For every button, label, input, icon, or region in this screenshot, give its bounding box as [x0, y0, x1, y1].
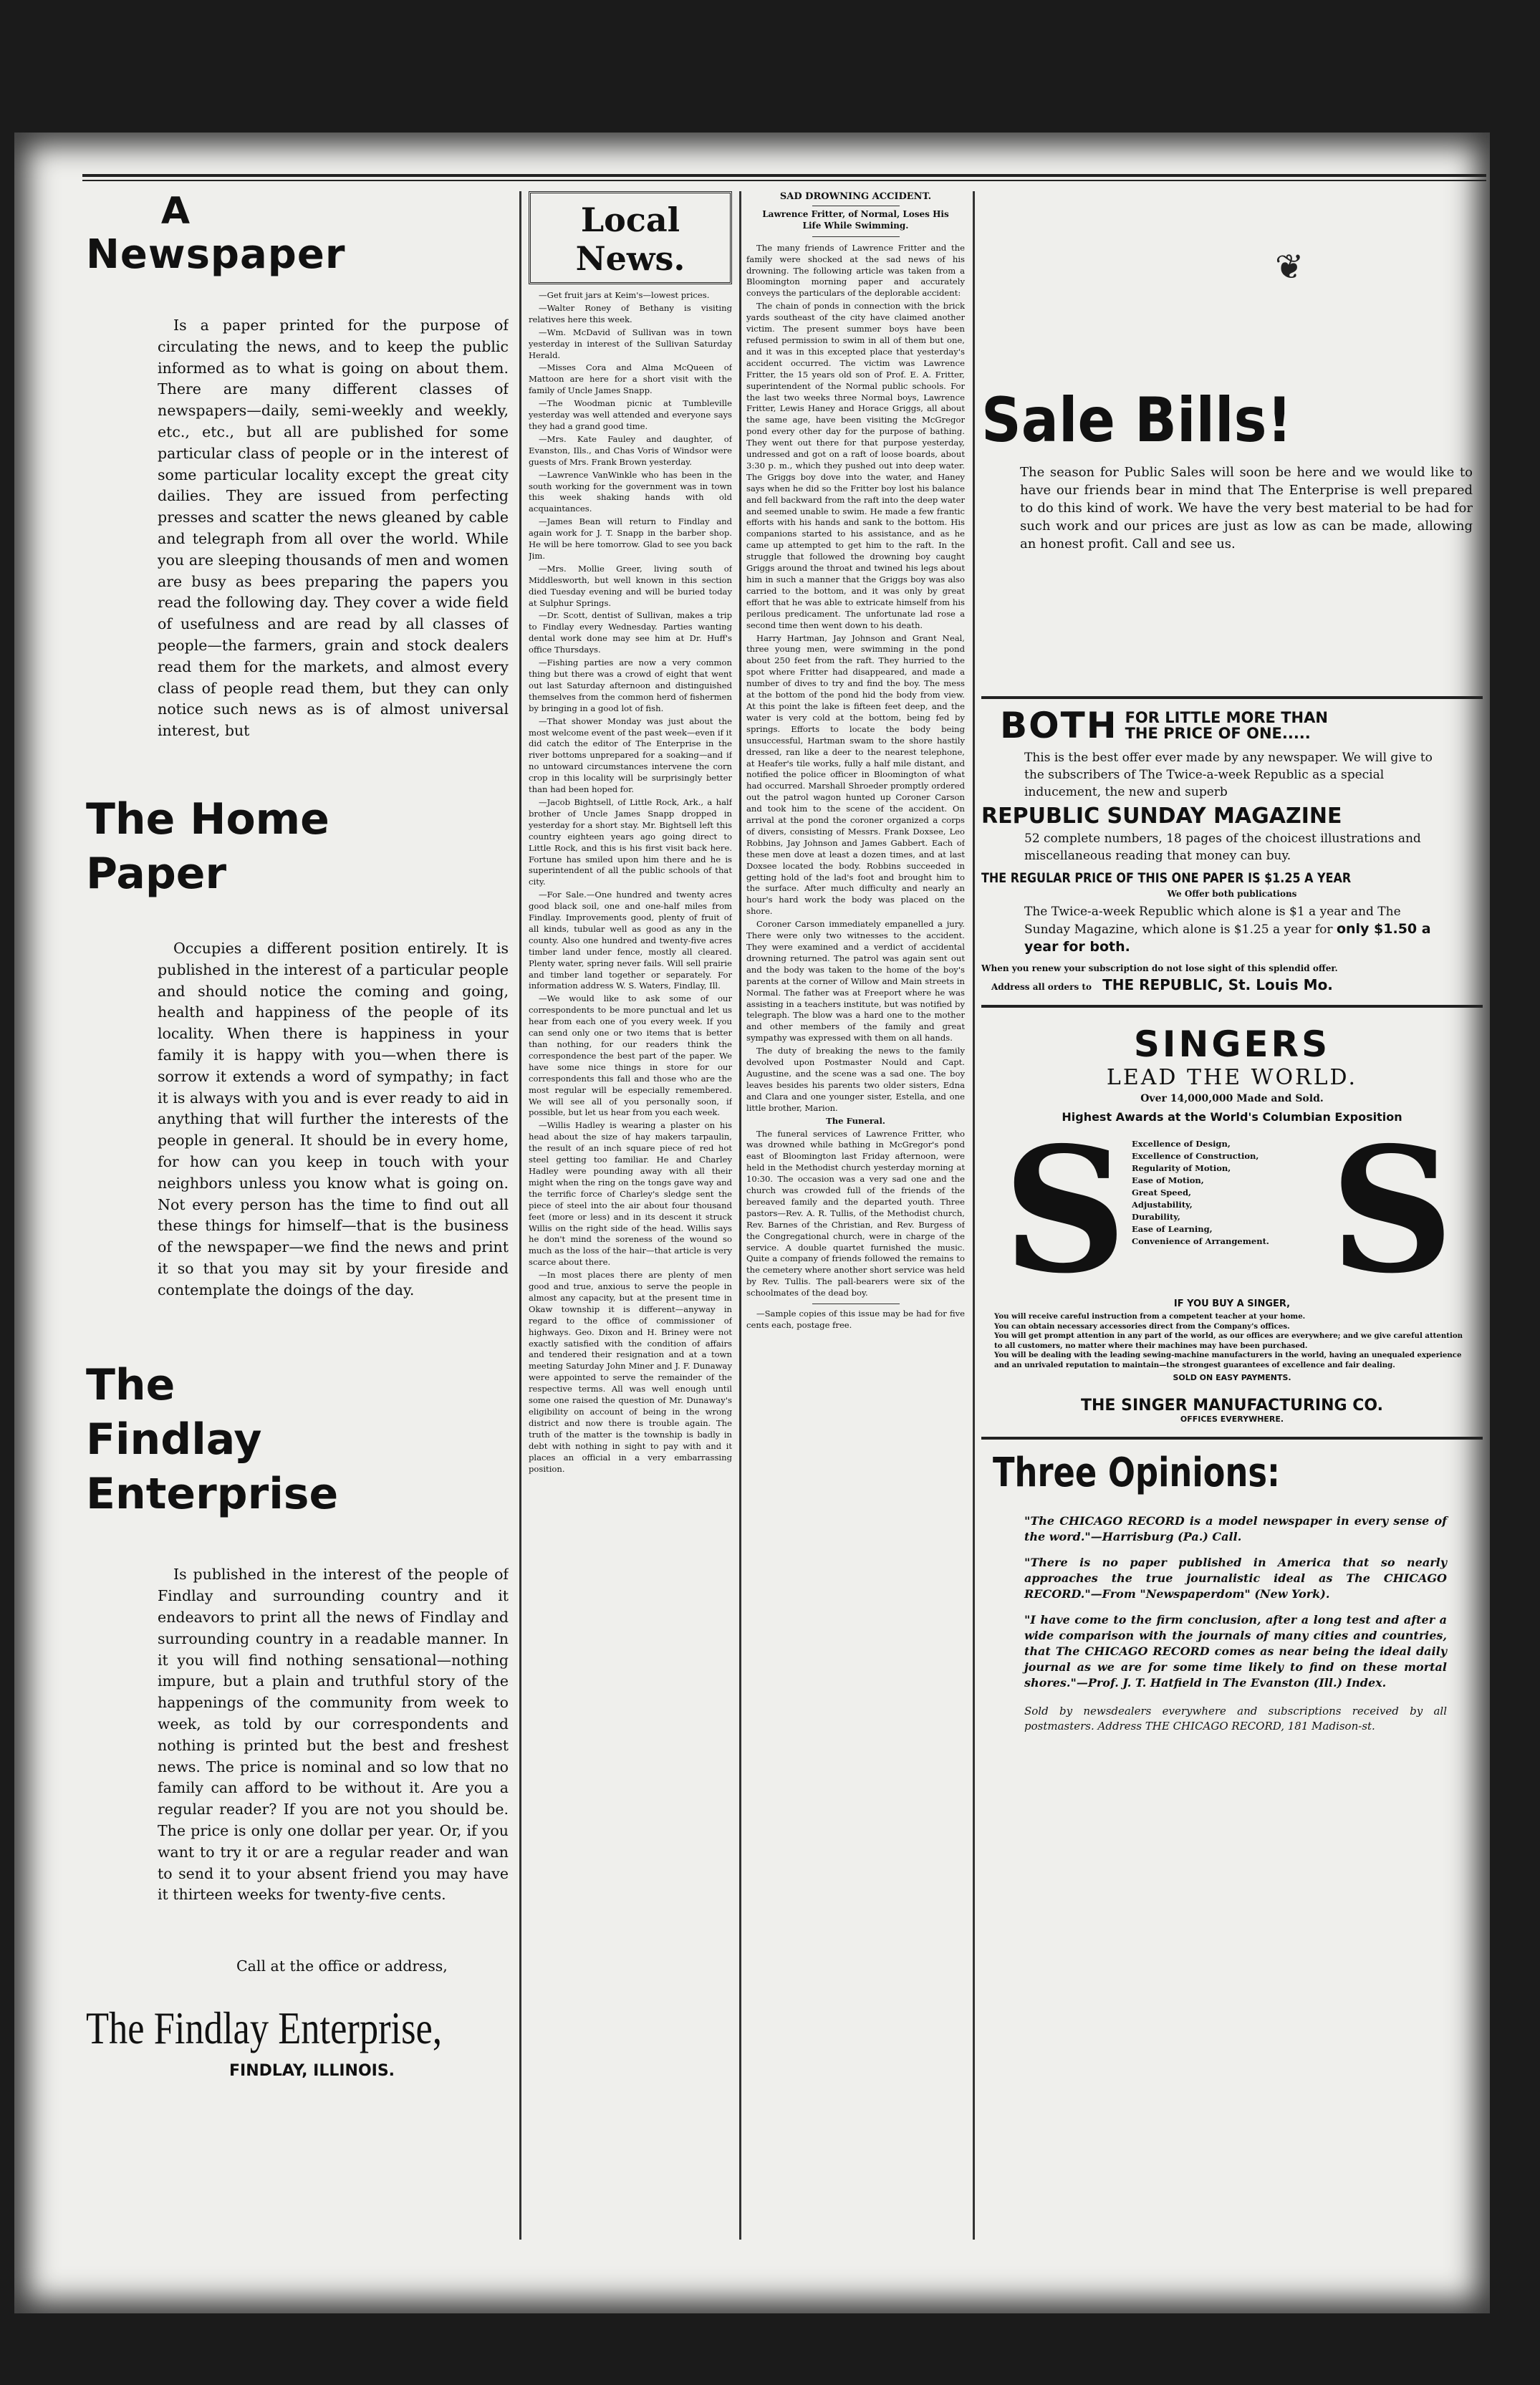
- local-news-item: —Walter Roney of Bethany is visiting relatives here this week.: [529, 302, 732, 324]
- highest-awards: Highest Awards at the World's Columbian Exposition: [1062, 1110, 1402, 1124]
- fe-heading: The Findlay Enterprise: [86, 1360, 339, 1520]
- singer-line: You can obtain necessary accessories direct from the Company's offices.: [994, 1321, 1290, 1331]
- article-paragraph: The duty of breaking the news to the family devolved upon Postmaster Nould and Capt. Augustine, and the scene was a sad one. The boy leaves besides his parents two older sisters, Edna and Clara and one younger sister, Estella, and one little brother, Marion.: [746, 1046, 965, 1113]
- call-text: Call at the office or address,: [236, 1957, 448, 1975]
- divider: [812, 236, 900, 237]
- local-news-item: —Mrs. Kate Fauley and daughter, of Evanston, Ills., and Chas Voris of Windsor were guests of Mrs. Frank Brown yesterday.: [529, 433, 732, 467]
- column-rule: [739, 191, 741, 2240]
- local-news-item: —The Woodman picnic at Tumbleville yesterday was well attended and everyone says they had a grand good time.: [529, 398, 732, 431]
- award-item: Ease of Learning,: [1132, 1224, 1213, 1234]
- rsm-text: 52 complete numbers, 18 pages of the choicest illustrations and miscellaneous reading that money can buy.: [1024, 832, 1421, 863]
- local-news-title: Local News.: [529, 191, 732, 284]
- ornament-icon: ❦: [1275, 247, 1304, 287]
- drowning-headline: SAD DROWNING ACCIDENT.: [779, 191, 932, 202]
- home-text: Occupies a different position entirely. It is published in the interest of a particular people and should notice the coming and going, health and happiness of the people of its locality. When there is happiness in your family it is happy with you—when there is sorrow it extends a word of sympathy; in fact it is always with you and is ever ready to aid in anything that will further the interests of the people in general. It should be in every home, for how can you keep in touch with your neighbors unless you know what is going on. Not every person has the time to find out all these things for himself—that is the business of the newspaper—we find the news and print it so that you may sit by your fireside and contemplate the doings of the day.: [158, 939, 509, 1298]
- singer-co: THE SINGER MANUFACTURING CO.: [1081, 1397, 1383, 1415]
- column-rule: [973, 191, 975, 2240]
- singer-lines: [994, 1312, 1468, 1370]
- newspaper-text: Is a paper printed for the purpose of circulating the news, and to keep the public informed as to what is going on about them. There are many different classes of newspapers—daily, semi-weekly and weekly, etc., etc., but all are published for some particular class of people or in the interest of some particular locality except the great city dailies. They are issued from perfecting presses and scatter the news gleaned by cable and telegraph from all over the world. While you are sleeping thousands of men and women are busy as bees preparing the papers you read the following day. They cover a wide field of usefulness and are read by all classes of people—the farmers, grain and stock dealers read them for the markets, and almost every class of people read them, but they can only notice such news as is of almost universal interest, but: [158, 317, 509, 740]
- singer-line: You will receive careful instruction from a competent teacher at your home.: [994, 1312, 1306, 1321]
- local-news-item: —Wm. McDavid of Sullivan was in town yesterday in interest of the Sullivan Saturday Herald.: [529, 327, 732, 360]
- local-news-item: —Fishing parties are now a very common thing but there was a crowd of eight that went out last Saturday afternoon and distinguished themselves from the common herd of fishermen by bringing in a good lot of fish.: [529, 657, 732, 713]
- address-line: Address all orders to THE REPUBLIC, St. Louis Mo.: [991, 976, 1333, 993]
- ad-rule: [981, 696, 1483, 699]
- singer-line: You will get prompt attention in any part of the world, as our offices are everywhere; and we give careful attention to all customers, no matter where their machines may have been purchased.: [994, 1331, 1463, 1350]
- ad-rule: [981, 1005, 1483, 1008]
- local-news-item: —In most places there are plenty of men good and true, anxious to serve the people in almost any capacity, but at the present time in Okaw township it is different—anyway in regard to the office of commissioner of highways. Geo. Dixon and H. Briney were not exactly satisfied with the condition of affairs and tendered their resignation and at a town meeting Saturday John Miner and J. F. Dunaway were appointed to serve the remainder of the respective terms. All was well enough until some one raised the question of Mr. Dunaway's eligibility on account of being in the wrong district and now there is trouble again. The truth of the matter is the township is badly in debt with nothing in sight to pay with and it places an official in a very embarrassing position.: [529, 1270, 732, 1474]
- local-news-item: —James Bean will return to Findlay and again work for J. T. Snapp in the barber shop. He will be here tomorrow. Glad to see you back Jim.: [529, 516, 732, 561]
- quote-3: "I have come to the firm conclusion, after a long test and after a wide comparison with the journals of many cities and countries, that The CHICAGO RECORD comes as near being the ideal daily journal as we are for some time likely to find on these mortal shores."—Prof. J. T. Hatfield in The Evanston (Ill.) Index.: [1024, 1613, 1447, 1690]
- funeral-head: The Funeral.: [826, 1115, 885, 1126]
- twice-text: The Twice-a-week Republic which alone is $1 a year and The Sunday Magazine, which alone is $1.25 a year for only $1.50 a year for both.: [1024, 905, 1431, 955]
- award-item: Excellence of Design,: [1132, 1139, 1231, 1149]
- drowning-subhead: Lawrence Fritter, of Normal, Loses His Life While Swimming.: [762, 208, 949, 231]
- column-rule: [519, 191, 521, 2240]
- local-news-item: —Misses Cora and Alma McQueen of Mattoon are here for a short visit with the family of Uncle James Snapp.: [529, 362, 732, 396]
- award-item: Great Speed,: [1132, 1187, 1191, 1198]
- local-news-item: —For Sale.—One hundred and twenty acres good black soil, one and one-half miles from Findlay. Improvements good, plenty of fruit of all kinds, tubular well as good as any in the county. Also one hundred and twenty-five acres timber land under fence, mostly all cleared. Plenty water, spring never fails. Will sell prairie and timber land together or separately. For information address W. S. Waters, Findlay, Ill.: [529, 890, 732, 991]
- offer-text: This is the best offer ever made by any newspaper. We will give to the subscribers of The Twice-a-week Republic as a special inducement, the new and superb: [1024, 751, 1433, 799]
- sold-by: Sold by newsdealers everywhere and subscriptions received by all postmasters. Address THE CHICAGO RECORD, 181 Madison-st.: [1024, 1705, 1447, 1733]
- fe-city: FINDLAY, ILLINOIS.: [229, 2062, 395, 2081]
- quote-2: "There is no paper published in America that so nearly approaches the true journalistic ideal as The CHICAGO RECORD."—From "Newspaperdom" (New York).: [1024, 1556, 1447, 1601]
- s-logo-left: S: [1003, 1109, 1127, 1311]
- drowning-article: [746, 243, 965, 1114]
- s-logo-right: S: [1329, 1109, 1454, 1311]
- article-paragraph: Harry Hartman, Jay Johnson and Grant Neal, three young men, were swimming in the pond about 250 feet from the raft. They hurried to the spot where Fritter had disappeared, and made a number of dives to try and find the boy. The mess at the bottom of the pond hid the body from view. At this point the lake is fifteen feet deep, and the water is very cold at the bottom, being fed by springs. Efforts to locate the body being unsuccessful, Hartman swam to the shore hastily dressed, ran like a deer to the nearest telephone, at Heafer's tile works, fully a half mile distant, and notified the police officer in Bloomington of what had occurred. Marshall Shroeder promptly ordered out the patrol wagon hunted up Coroner Carson and took him to the scene of the accident. On arrival at the pond the coroner organized a corps of divers, consisting of Messrs. Frank Doxsee, Leo Robbins, Jay Johnson and James Gabbert. Each of these men dove at least a dozen times, and at last Doxsee located the body. Robbins succeeded in getting hold of the lad's foot and brought him to the surface. After much difficulty and nearly an hour's hard work the body was placed on the shore.: [746, 632, 965, 917]
- sale-bills-text: The season for Public Sales will soon be here and we would like to have our friends bear in mind that The Enterprise is well prepared to do this kind of work. We have the very best material to be had for such work and our prices are just as low as can be made, allowing an honest profit. Call and see us.: [1020, 465, 1473, 551]
- offices-everywhere: OFFICES EVERYWHERE.: [1180, 1415, 1284, 1424]
- local-news-item: —Dr. Scott, dentist of Sullivan, makes a trip to Findlay every Wednesday. Parties wanting dental work done may see him at Dr. Huff's office Thursdays.: [529, 610, 732, 655]
- home-heading: The Home Paper: [86, 794, 329, 899]
- column-2: [529, 191, 732, 2254]
- award-item: Regularity of Motion,: [1132, 1163, 1231, 1173]
- column-1: [86, 191, 509, 2254]
- award-item: Durability,: [1132, 1212, 1180, 1222]
- local-news-item: —Willis Hadley is wearing a plaster on his head about the size of hay makers tarpaulin, the result of an inch square piece of red hot steel getting too familiar. He and Charley Hadley were pounding away with all their might when the ring on the tongs gave way and the terrific force of Charley's sledge sent the piece of steel into the air about four thousand feet (more or less) and in its descent it struck Willis on the right side of the head. Willis says he don't mind the soreness of the wound so much as the loss of the hair—that article is very scarce about there.: [529, 1120, 732, 1268]
- funeral-text: The funeral services of Lawrence Fritter, who was drowned while bathing in McGregor's pond east of Bloomington last Friday afternoon, were held in the Methodist church yesterday morning at 10:30. The occasion was a very sad one and the church was crowded full of the friends of the bereaved family and the departed youth. Three pastors—Rev. A. R. Tullis, of the Methodist church, Rev. Barnes of the Christian, and Rev. Burgess of the Congregational church, were in charge of the service. A double quartet furnished the music. Quite a company of friends followed the remains to the cemetery where another short service was held by Rev. Tullis. The pall-bearers were six of the schoolmates of the dead boy.: [746, 1128, 965, 1298]
- we-offer: We Offer both publications: [1167, 889, 1297, 899]
- fe-signature: The Findlay Enterprise,: [86, 2003, 442, 2054]
- rsm-title: REPUBLIC SUNDAY MAGAZINE: [981, 804, 1342, 829]
- award-item: Excellence of Construction,: [1132, 1151, 1259, 1161]
- lead-world: LEAD THE WORLD.: [1106, 1065, 1358, 1090]
- article-paragraph: Coroner Carson immediately empanelled a jury. There were only two witnesses to the accident. They were examined and a verdict of accidental drowning returned. The patrol was again sent out and the body was taken to the home of the boy's parents at the corner of Willow and Main streets in Normal. The father was at Freeport where he was assisting in a teachers institute, but was notified by telegraph. The blow was a hard one to the mother and other members of the family and great sympathy was expressed with them on all hands.: [746, 919, 965, 1044]
- local-news-items: [529, 290, 732, 1475]
- newspaper-heading: Newspaper: [86, 231, 346, 278]
- column-4: [981, 191, 1483, 2254]
- local-news-item: —That shower Monday was just about the most welcome event of the past week—even if it did catch the editor of The Enterprise in the river bottoms unprepared for a soaking—and if no untoward circumstances intervene the corn crop in this locality will be surprisingly better than had been hoped for.: [529, 716, 732, 795]
- three-opinions: Three Opinions:: [993, 1450, 1280, 1496]
- quote-1: "The CHICAGO RECORD is a model newspaper in every sense of the word."—Harrisburg (Pa.) Call.: [1024, 1514, 1447, 1543]
- local-news-item: —Mrs. Mollie Greer, living south of Middlesworth, but well known in this section died Tuesday evening and will be buried today at Sulphur Springs.: [529, 563, 732, 608]
- sold-easy: SOLD ON EASY PAYMENTS.: [1173, 1373, 1291, 1382]
- sample-note: —Sample copies of this issue may be had for five cents each, postage free.: [746, 1309, 965, 1330]
- top-rule: [82, 174, 1486, 177]
- award-item: Ease of Motion,: [1132, 1175, 1204, 1185]
- a-heading: A: [160, 191, 191, 233]
- top-rule-thin: [82, 180, 1486, 181]
- regular-price: THE REGULAR PRICE OF THIS ONE PAPER IS $1.25 A YEAR: [981, 870, 1352, 886]
- both-word: BOTH: [1000, 705, 1118, 746]
- if-buy: IF YOU BUY A SINGER,: [1173, 1298, 1291, 1309]
- singers-title: SINGERS: [1133, 1023, 1331, 1065]
- singer-line: You will be dealing with the leading sewing-machine manufacturers in the world, having an unequaled experience and an unrivaled reputation to maintain—the strongest guarantees of excellence and fair dealing.: [994, 1351, 1462, 1369]
- ad-rule: [981, 1437, 1483, 1440]
- local-news-item: —We would like to ask some of our correspondents to be more punctual and let us hear from each one of you every week. If you can send only one or two items that is better than nothing, for our readers think the correspondence the best part of the paper. We have some nice things in store for our correspondents this fall and those who are the most regular will be especially remembered. We will see all of you personally soon, if possible, but let us hear from you each week.: [529, 993, 732, 1118]
- award-item: Convenience of Arrangement.: [1132, 1236, 1269, 1246]
- award-item: Adjustability,: [1132, 1200, 1193, 1210]
- sale-bills-title: Sale Bills!: [981, 385, 1292, 456]
- fe-text: Is published in the interest of the people of Findlay and surrounding country and it endeavors to print all the news of Findlay and surrounding country in a readable manner. In it you will find nothing sensational—nothing impure, but a plain and truthful story of the happenings of the community from week to week, as told by our correspondents and nothing is printed but the best and freshest news. The price is nominal and so low that no family can afford to be without it. Are you a regular reader? If you are not you should be. The price is only one dollar per year. Or, if you want to try it or are a regular reader and wan to send it to your absent friend you may have it thirteen weeks for twenty-five cents.: [158, 1566, 509, 1904]
- award-list: [1132, 1138, 1269, 1248]
- local-news-item: —Lawrence VanWinkle who has been in the south working for the government was in town this week shaking hands with old acquaintances.: [529, 469, 732, 514]
- local-news-item: —Jacob Bightsell, of Little Rock, Ark., a half brother of Uncle James Snapp dropped in yesterday for a short stay. Mr. Bightsell left this country eighteen years ago going direct to Little Rock, and this is his first visit back here. Fortune has smiled upon him there and he is superintendent of all the public schools of that city.: [529, 796, 732, 887]
- local-news-item: —Get fruit jars at Keim's—lowest prices.: [539, 290, 710, 300]
- both-lines: FOR LITTLE MORE THAN THE PRICE OF ONE.....: [1125, 709, 1328, 742]
- article-paragraph: The chain of ponds in connection with the brick yards southeast of the city have claimed another victim. The present summer boys have been refused permission to swim in all of them but one, and it was in this excepted place that yesterday's accident occurred. The victim was Lawrence Fritter, the 15 years old son of Prof. E. A. Fritter, superintendent of the Normal public schools. For the last two weeks three Normal boys, Lawrence Fritter, Lewis Haney and Horace Griggs, all about the same age, have been visiting the McGregor pond every other day for the purpose of bathing. They went out there for that purpose yesterday, undressed and got on a raft of loose boards, about 3:30 p. m., which they pushed out into deep water. The Griggs boy dove into the water, and Haney says when he did so the Fritter boy lost his balance and fell backward from the raft into the deep water and seemed unable to swim. He made a few frantic efforts with his hands and sank to the bottom. His companions started to his assistance, and as he came up attempted to get him to the raft. In the struggle that followed the drowning boy caught Griggs around the throat and twined his legs about him in such a manner that the Griggs boy was also carried to the bottom, and it was only by great effort that he was able to extricate himself from his perilous predicament. The unfortunate lad rose a second time then went down to his death.: [746, 301, 965, 630]
- article-paragraph: The many friends of Lawrence Fritter and the family were shocked at the sad news of his drowning. The following article was taken from a Bloomington morning paper and accurately conveys the particulars of the deplorable accident:: [746, 242, 965, 299]
- newspaper-page: [14, 132, 1490, 2313]
- over-sold: Over 14,000,000 Made and Sold.: [1140, 1093, 1324, 1104]
- column-3: [746, 191, 965, 2254]
- both-offer-header: [1000, 705, 1483, 746]
- renew-text: When you renew your subscription do not lose sight of this splendid offer.: [981, 963, 1338, 973]
